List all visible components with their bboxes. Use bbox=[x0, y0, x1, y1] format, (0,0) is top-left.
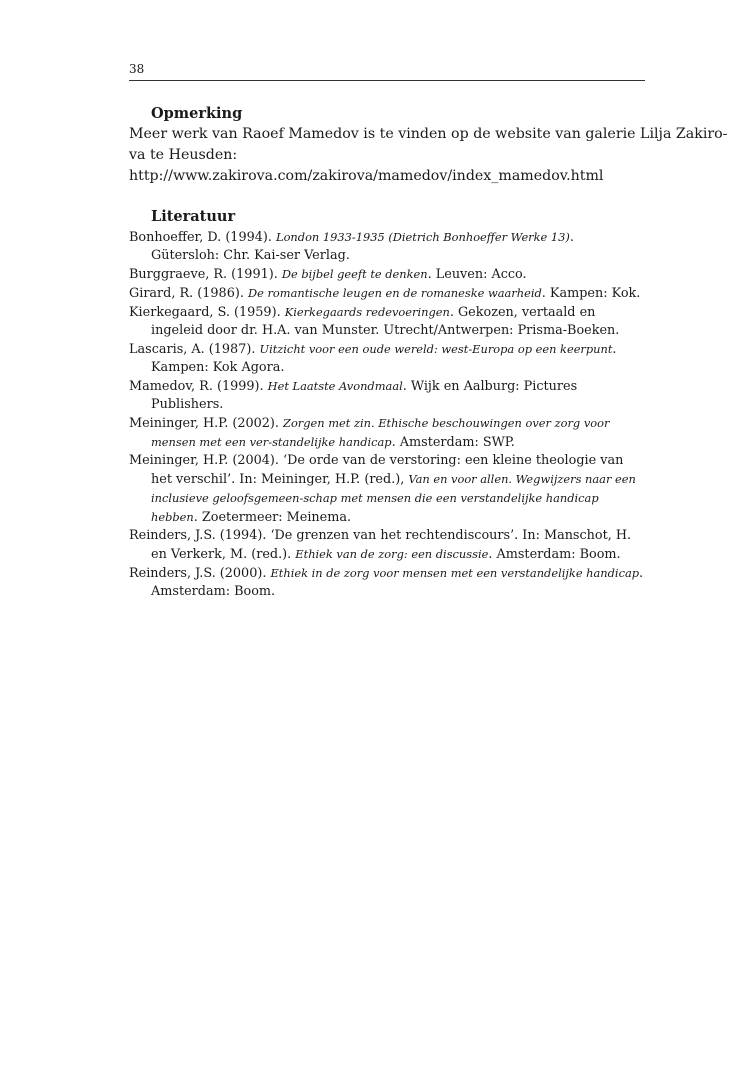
reference-author: Burggraeve, R. (1991). bbox=[129, 267, 282, 282]
reference-list bbox=[129, 228, 645, 601]
reference-publisher: . Kampen: Kok Agora. bbox=[151, 342, 617, 375]
reference-author: Kierkegaard, S. (1959). bbox=[129, 305, 285, 320]
reference-item bbox=[129, 564, 645, 601]
opmerking-heading: Opmerking bbox=[151, 105, 243, 122]
reference-title: Het Laatste Avondmaal bbox=[267, 379, 403, 393]
reference-author: Lascaris, A. (1987). bbox=[129, 342, 260, 357]
reference-title: London 1933-1935 (Dietrich Bonhoeffer Werke 13) bbox=[276, 230, 570, 244]
reference-title: Van en voor allen. Wegwijzers naar een inclusieve geloofsgemeen-schap met mensen die een verstandelijke handicap hebben bbox=[151, 472, 636, 524]
reference-author: Meininger, H.P. (2002). bbox=[129, 416, 284, 431]
reference-author: Girard, R. (1986). bbox=[129, 286, 248, 301]
reference-title: Uitzicht voor een oude wereld: west-Europa op een keerpunt bbox=[259, 342, 613, 356]
reference-item bbox=[129, 377, 645, 414]
reference-publisher: . Amsterdam: Boom. bbox=[151, 566, 644, 599]
reference-author: Meininger, H.P. (2004). ‘De orde van de verstoring: een kleine theologie van het verschil’. In: Meininger, H.P. (red.), bbox=[129, 453, 624, 487]
reference-title: Kierkegaards redevoeringen bbox=[284, 305, 450, 319]
reference-item bbox=[129, 284, 645, 303]
reference-item bbox=[129, 527, 645, 564]
reference-title: Ethiek in de zorg voor mensen met een verstandelijke handicap bbox=[270, 566, 640, 580]
reference-author: Reinders, J.S. (2000). bbox=[129, 566, 271, 581]
reference-item bbox=[129, 303, 645, 340]
reference-publisher: . Amsterdam: Boom. bbox=[488, 547, 621, 562]
opmerking-line: va te Heusden: bbox=[129, 147, 238, 163]
reference-item bbox=[129, 265, 645, 284]
reference-item bbox=[129, 452, 645, 527]
reference-title: De romantische leugen en de romaneske waarheid bbox=[247, 286, 542, 300]
reference-item bbox=[129, 340, 645, 377]
opmerking-line: Meer werk van Raoef Mamedov is te vinden op de website van galerie Lilja Zakiro- bbox=[129, 126, 728, 142]
reference-publisher: . Leuven: Acco. bbox=[427, 267, 527, 282]
page-number: 38 bbox=[129, 62, 145, 76]
reference-publisher: . Zoetermeer: Meinema. bbox=[193, 510, 352, 525]
section-gap bbox=[129, 187, 645, 207]
header-rule bbox=[129, 80, 645, 81]
literatuur-heading: Literatuur bbox=[151, 208, 236, 225]
reference-item bbox=[129, 414, 645, 452]
reference-publisher: . Amsterdam: SWP. bbox=[391, 435, 515, 450]
website-url: http://www.zakirova.com/zakirova/mamedov/index_mamedov.html bbox=[129, 168, 604, 184]
reference-publisher: . Gütersloh: Chr. Kai-ser Verlag. bbox=[151, 230, 574, 263]
reference-title: Zorgen met zin. Ethische beschouwingen over zorg voor mensen met een ver-standelijke handicap bbox=[151, 416, 610, 449]
reference-publisher: . Gekozen, vertaald en ingeleid door dr. H.A. van Munster. Utrecht/Antwerpen: Prisma-Boeken. bbox=[151, 305, 620, 338]
reference-author: Mamedov, R. (1999). bbox=[129, 379, 268, 394]
page-body bbox=[129, 104, 728, 601]
reference-author: Bonhoeffer, D. (1994). bbox=[129, 230, 277, 245]
reference-publisher: . Wijk en Aalburg: Pictures Publishers. bbox=[151, 379, 578, 412]
reference-title: De bijbel geeft te denken bbox=[281, 267, 428, 281]
opmerking-paragraph bbox=[129, 124, 728, 187]
reference-title: Ethiek van de zorg: een discussie bbox=[295, 547, 489, 561]
reference-item bbox=[129, 228, 645, 265]
reference-author: Reinders, J.S. (1994). ‘De grenzen van het rechtendiscours’. In: Manschot, H. en Verkerk, M. (red.). bbox=[129, 528, 632, 562]
reference-publisher: . Kampen: Kok. bbox=[541, 286, 641, 301]
